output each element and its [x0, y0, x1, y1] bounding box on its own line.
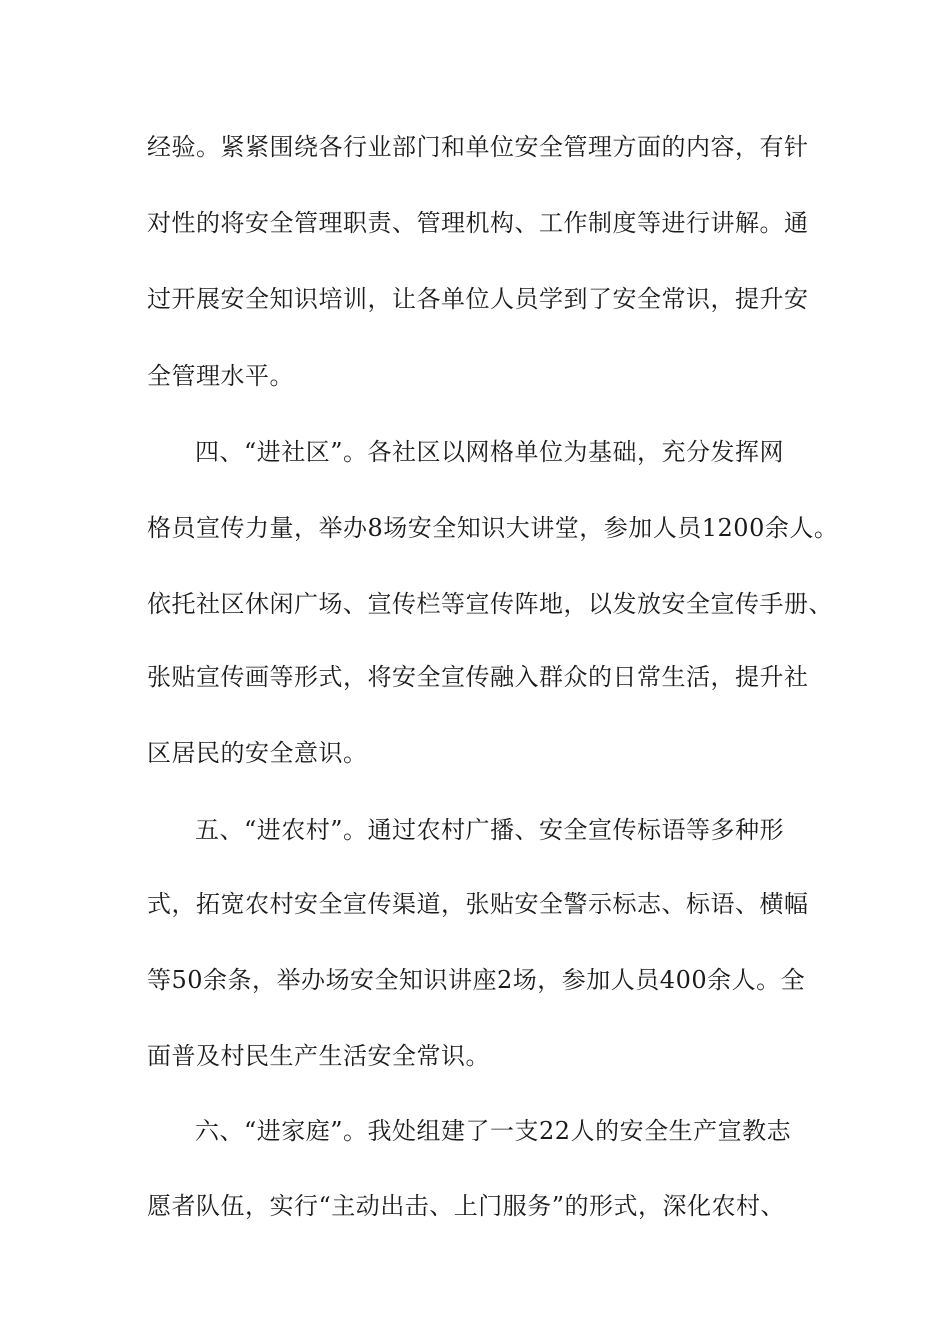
text-line: 区居民的安全意识。 [147, 739, 368, 767]
text-line: 依托社区休闲广场、宣传栏等宣传阵地，以发放安全宣传手册、 [147, 590, 833, 618]
text-line: 格员宣传力量，举办8场安全知识大讲堂，参加人员1200余人。 [147, 514, 839, 542]
text-line: 等50余条，举办场安全知识讲座2场，参加人员400余人。全 [147, 966, 806, 994]
text-line: 经验。紧紧围绕各行业部门和单位安全管理方面的内容，有针 [147, 133, 809, 161]
text-line: 愿者队伍，实行“主动出击、上门服务”的形式，深化农村、 [147, 1192, 786, 1220]
text-line: 面普及村民生产生活安全常识。 [147, 1042, 490, 1070]
text-line: 对性的将安全管理职责、管理机构、工作制度等进行讲解。通 [147, 209, 809, 237]
text-line: 张贴宣传画等形式，将安全宣传融入群众的日常生活，提升社 [147, 663, 809, 691]
text-line: 全管理水平。 [147, 362, 294, 390]
section-four-heading-line: 四、“进社区”。各社区以网格单位为基础，充分发挥网 [195, 438, 785, 466]
section-six-heading-line: 六、“进家庭”。我处组建了一支22人的安全生产宣教志 [195, 1117, 792, 1145]
section-five-heading-line: 五、“进农村”。通过农村广播、安全宣传标语等多种形 [195, 816, 785, 844]
text-line: 过开展安全知识培训，让各单位人员学到了安全常识，提升安 [147, 285, 809, 313]
text-line: 式，拓宽农村安全宣传渠道，张贴安全警示标志、标语、横幅 [147, 890, 809, 918]
